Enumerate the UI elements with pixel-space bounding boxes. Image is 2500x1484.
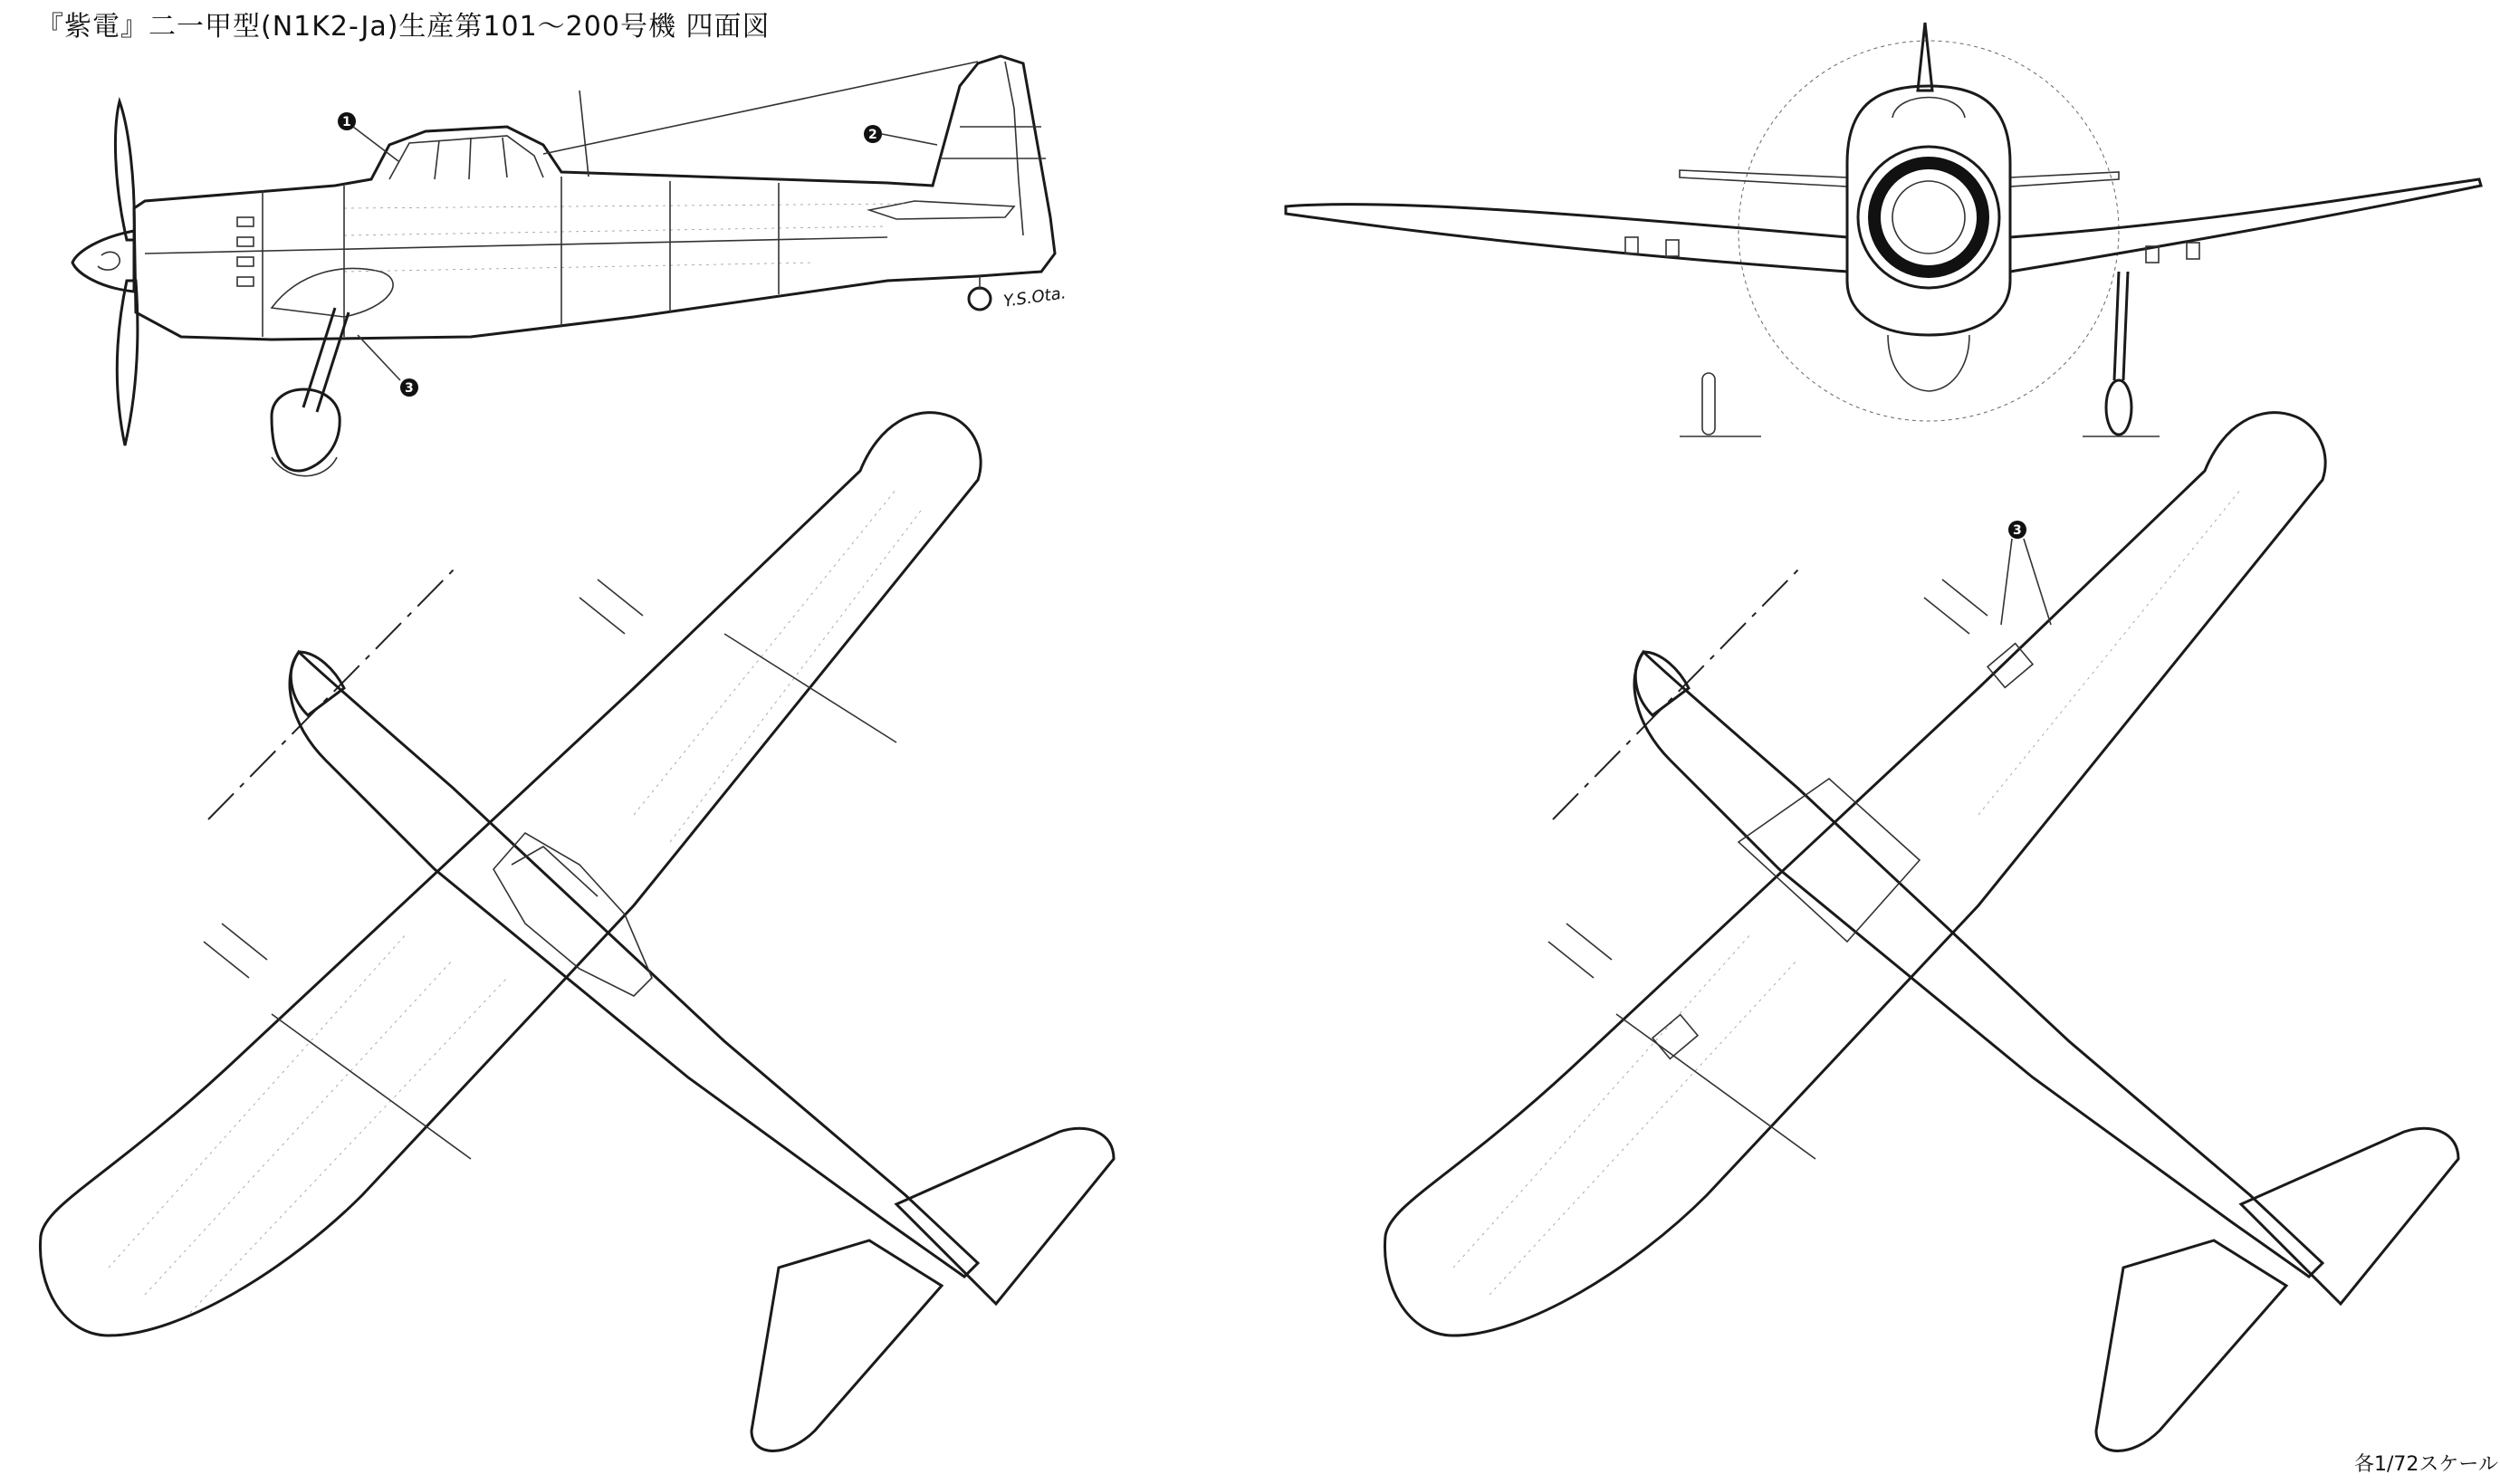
front-fin	[1918, 23, 1932, 91]
front-view	[1286, 23, 2481, 436]
top-view-wing	[40, 413, 981, 1336]
tailplane	[869, 201, 1014, 219]
top-view-tailplane-lower	[752, 1240, 942, 1451]
front-canopy	[1892, 98, 1965, 119]
front-right-wing	[2010, 179, 2481, 272]
propeller-hub-mark	[98, 252, 120, 270]
bottom-view-guns	[1548, 579, 1988, 978]
front-left-wing	[1286, 205, 1847, 272]
bottom-view-spinner	[1635, 652, 1689, 715]
scale-note: 各1/72スケール	[2354, 1453, 2498, 1476]
antenna-mast	[580, 91, 589, 177]
cowling-ring	[1874, 163, 1983, 272]
propeller-spinner	[72, 231, 134, 292]
canopy-frame	[389, 136, 543, 179]
svg-text:3: 3	[405, 381, 414, 396]
front-right-landing-gear	[2114, 272, 2128, 380]
top-view-guns	[204, 579, 643, 978]
bottom-view	[1384, 413, 2458, 1451]
top-view	[40, 413, 1114, 1451]
svg-text:2: 2	[868, 128, 877, 142]
callout-1	[338, 112, 398, 161]
side-view	[72, 56, 1055, 476]
svg-text:3: 3	[2013, 523, 2022, 538]
propeller-upper-blade	[115, 101, 134, 240]
bottom-view-gear-wells	[1652, 644, 2033, 1059]
top-view-spinner	[291, 652, 344, 715]
rudder-line	[1005, 62, 1023, 235]
front-left-gear-marker	[1702, 373, 1715, 435]
top-view-centerline	[208, 566, 457, 819]
bottom-view-wing	[1384, 413, 2325, 1336]
front-right-wheel	[2106, 380, 2131, 435]
callout-2	[864, 125, 937, 145]
bottom-view-centerline	[1553, 566, 1802, 819]
artist-signature: Y.S.Ota.	[1001, 283, 1068, 311]
svg-text:1: 1	[342, 115, 351, 129]
drawing-title: 『紫電』二一甲型(N1K2-Ja)生産第101〜200号機 四面図	[36, 11, 771, 43]
wing-fillet	[272, 268, 393, 317]
bottom-view-fuselage	[1634, 652, 2323, 1277]
bottom-view-belly-fairing	[1739, 779, 1920, 942]
bottom-view-tailplane-lower	[2096, 1240, 2286, 1451]
tail-wheel	[969, 288, 991, 310]
fuselage-outline	[134, 56, 1055, 340]
callout-3-side	[358, 335, 418, 397]
front-tailplane	[1680, 170, 1847, 187]
callout-3-bottom	[2001, 521, 2051, 625]
top-view-fuselage	[290, 652, 978, 1277]
